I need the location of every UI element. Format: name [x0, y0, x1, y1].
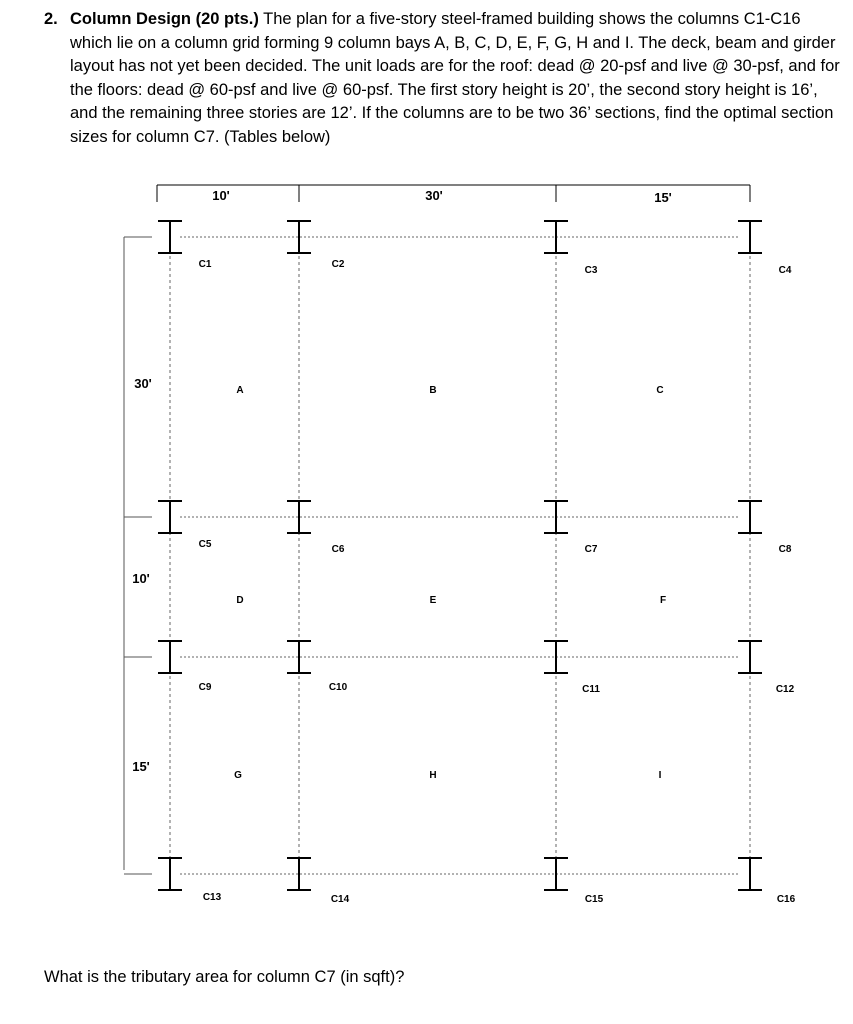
column-label-c5: C5	[198, 539, 212, 550]
left-dimension-label: 30'	[134, 376, 152, 391]
problem-text: The plan for a five-story steel-framed building shows the columns C1-C16 which lie on a column grid forming 9 column bays A, B, C, D, E, F, G, H and I. The deck, beam and girder layout has not yet been decided. The unit loads are for the roof: dead @ 20-psf and live @ 30-psf, and for the floors: dead @ 60-psf and live @ 60-psf. The first story height is 20’, the second story height is 16’, and the remaining three stories are 12’. If the columns are to be two 36’ sections, find the optimal section sizes for column C7. (Tables below)	[70, 10, 840, 146]
column-symbol-c2	[287, 221, 311, 253]
column-label-c10: C10	[328, 682, 348, 693]
column-label-c15: C15	[584, 894, 604, 905]
column-symbol-c4	[738, 221, 762, 253]
column-symbol-c1	[158, 221, 182, 253]
bay-label-d: D	[236, 595, 244, 606]
column-symbol-c8	[738, 501, 762, 533]
column-symbol-c9	[158, 641, 182, 673]
left-dimension-label: 10'	[132, 571, 150, 586]
top-dimension-label: 15'	[654, 190, 672, 205]
column-symbols	[158, 221, 762, 890]
column-symbol-c16	[738, 858, 762, 890]
column-symbol-c10	[287, 641, 311, 673]
grid-lines	[170, 237, 750, 874]
question-text: What is the tributary area for column C7 (in sqft)?	[44, 968, 405, 986]
column-label-c1: C1	[198, 259, 212, 270]
column-label-c11: C11	[582, 684, 600, 695]
dimension-lines	[124, 185, 750, 874]
column-symbol-c13	[158, 858, 182, 890]
column-label-c4: C4	[778, 265, 792, 276]
bay-label-c: C	[656, 385, 664, 396]
column-label-c9: C9	[198, 682, 212, 693]
bay-label-a: A	[236, 385, 244, 396]
column-symbol-c6	[287, 501, 311, 533]
top-dimension-label: 30'	[425, 188, 443, 203]
column-label-c16: C16	[776, 894, 796, 905]
problem-body	[70, 8, 844, 149]
plan-labels	[132, 188, 795, 905]
column-symbol-c14	[287, 858, 311, 890]
top-dimension-label: 10'	[212, 188, 230, 203]
column-label-c2: C2	[331, 259, 345, 270]
problem-statement	[44, 8, 844, 149]
column-grid-plan	[0, 170, 853, 930]
column-symbol-c12	[738, 641, 762, 673]
column-label-c12: C12	[775, 684, 795, 695]
column-symbol-c5	[158, 501, 182, 533]
bay-label-e: E	[429, 595, 437, 606]
bay-label-i: I	[658, 770, 662, 781]
column-label-c13: C13	[202, 892, 222, 903]
bay-label-h: H	[429, 770, 437, 781]
column-label-c3: C3	[584, 265, 598, 276]
column-label-c14: C14	[330, 894, 350, 905]
left-dimension-label: 15'	[132, 759, 150, 774]
column-label-c6: C6	[331, 544, 345, 555]
bay-label-f: F	[659, 595, 667, 606]
problem-title: Column Design (20 pts.)	[70, 10, 259, 28]
column-label-c7: C7	[584, 544, 598, 555]
bay-label-b: B	[429, 385, 437, 396]
problem-number: 2.	[44, 10, 58, 28]
bay-label-g: G	[234, 770, 242, 781]
column-label-c8: C8	[778, 544, 792, 555]
